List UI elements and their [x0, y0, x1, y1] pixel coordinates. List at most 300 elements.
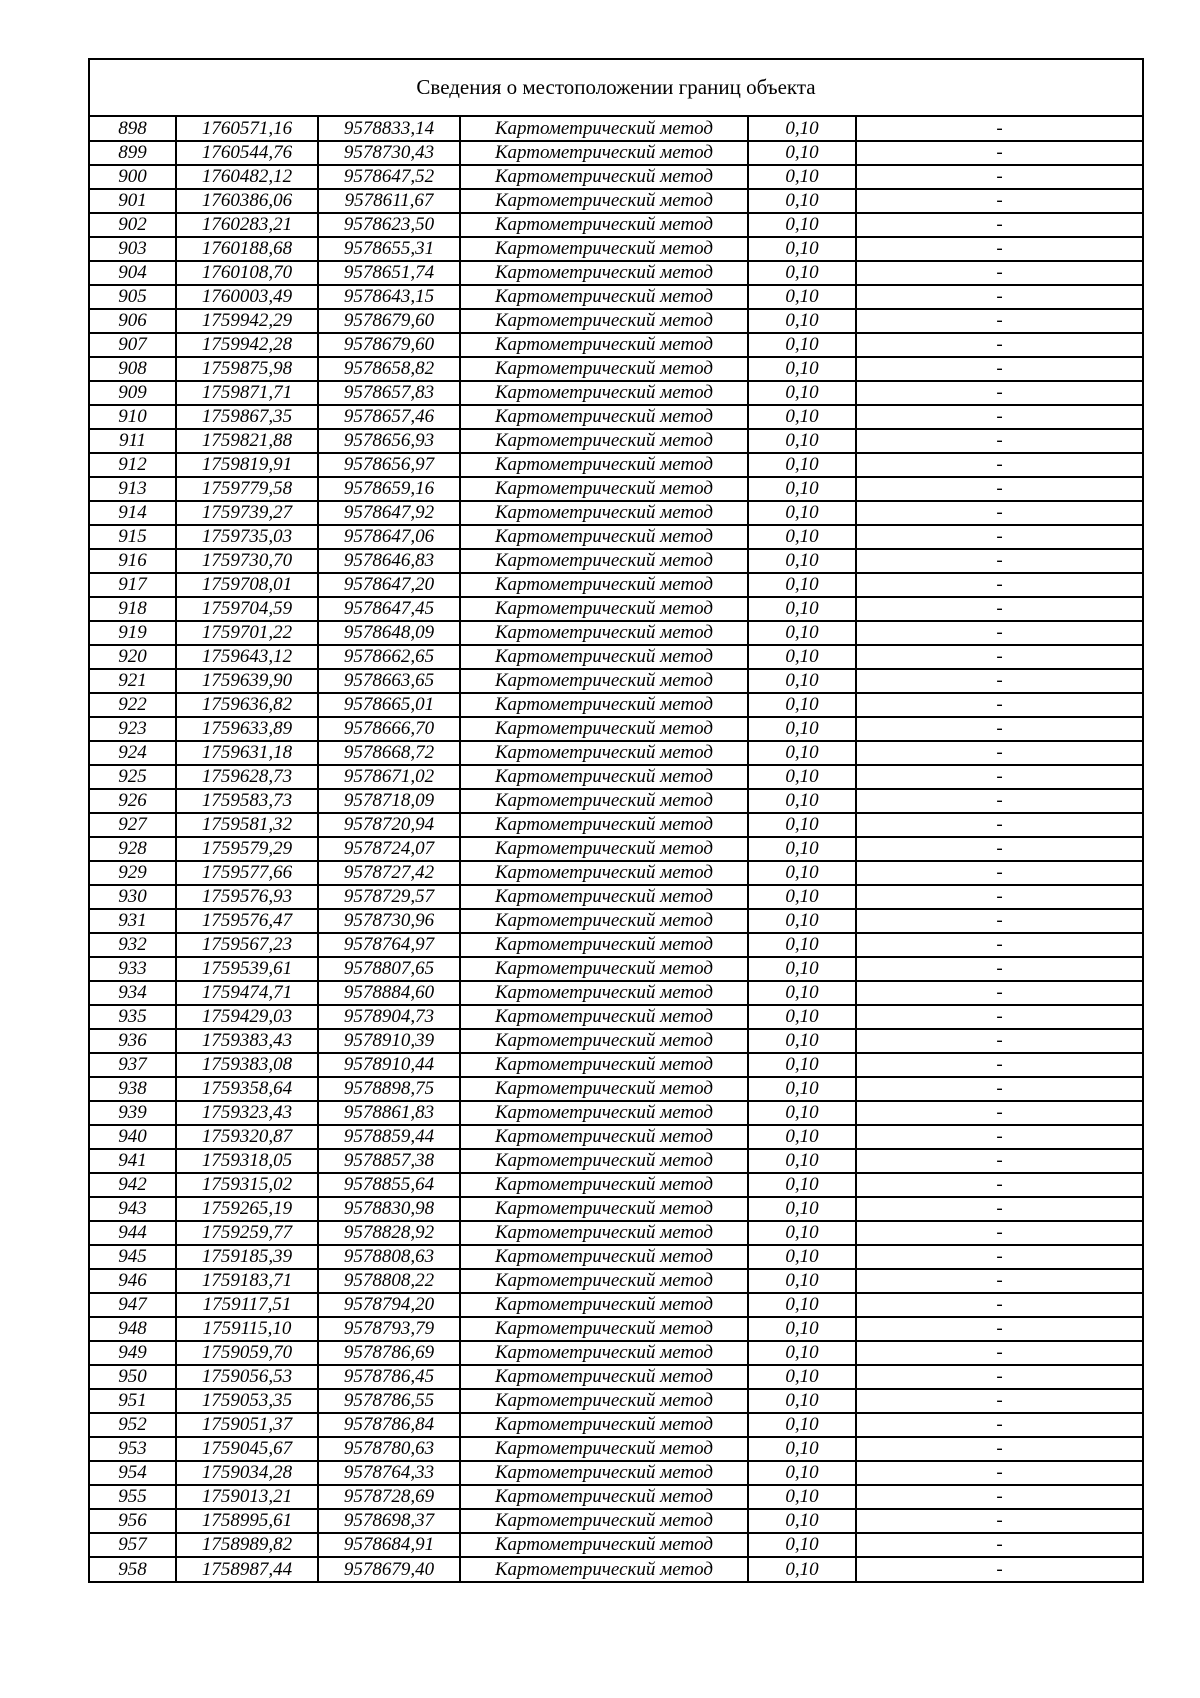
description-cell: - — [856, 669, 1142, 693]
point-number-cell: 943 — [90, 1197, 176, 1221]
accuracy-cell: 0,10 — [748, 981, 856, 1005]
x-coordinate-cell: 1759576,47 — [176, 909, 318, 933]
point-number-cell: 935 — [90, 1005, 176, 1029]
y-coordinate-cell: 9578730,43 — [318, 141, 460, 165]
accuracy-cell: 0,10 — [748, 1389, 856, 1413]
table-row — [90, 741, 1142, 765]
point-number-cell: 926 — [90, 789, 176, 813]
x-coordinate-cell: 1759875,98 — [176, 357, 318, 381]
point-number-cell: 939 — [90, 1101, 176, 1125]
table-row — [90, 1389, 1142, 1413]
y-coordinate-cell: 9578730,96 — [318, 909, 460, 933]
method-cell: Картометрический метод — [460, 1149, 748, 1173]
method-cell: Картометрический метод — [460, 861, 748, 885]
point-number-cell: 905 — [90, 285, 176, 309]
x-coordinate-cell: 1759474,71 — [176, 981, 318, 1005]
method-cell: Картометрический метод — [460, 1077, 748, 1101]
x-coordinate-cell: 1759056,53 — [176, 1365, 318, 1389]
y-coordinate-cell: 9578651,74 — [318, 261, 460, 285]
table-row — [90, 453, 1142, 477]
point-number-cell: 912 — [90, 453, 176, 477]
method-cell: Картометрический метод — [460, 789, 748, 813]
accuracy-cell: 0,10 — [748, 309, 856, 333]
x-coordinate-cell: 1760188,68 — [176, 237, 318, 261]
description-cell: - — [856, 1125, 1142, 1149]
table-body — [90, 117, 1142, 1581]
x-coordinate-cell: 1759265,19 — [176, 1197, 318, 1221]
description-cell: - — [856, 861, 1142, 885]
point-number-cell: 950 — [90, 1365, 176, 1389]
y-coordinate-cell: 9578647,45 — [318, 597, 460, 621]
description-cell: - — [856, 237, 1142, 261]
description-cell: - — [856, 933, 1142, 957]
table-row — [90, 261, 1142, 285]
description-cell: - — [856, 1053, 1142, 1077]
table-row — [90, 237, 1142, 261]
accuracy-cell: 0,10 — [748, 189, 856, 213]
description-cell: - — [856, 501, 1142, 525]
x-coordinate-cell: 1759320,87 — [176, 1125, 318, 1149]
y-coordinate-cell: 9578833,14 — [318, 117, 460, 141]
method-cell: Картометрический метод — [460, 909, 748, 933]
method-cell: Картометрический метод — [460, 333, 748, 357]
point-number-cell: 956 — [90, 1509, 176, 1533]
y-coordinate-cell: 9578780,63 — [318, 1437, 460, 1461]
y-coordinate-cell: 9578910,39 — [318, 1029, 460, 1053]
accuracy-cell: 0,10 — [748, 1485, 856, 1509]
description-cell: - — [856, 477, 1142, 501]
table-row — [90, 885, 1142, 909]
accuracy-cell: 0,10 — [748, 645, 856, 669]
point-number-cell: 907 — [90, 333, 176, 357]
description-cell: - — [856, 765, 1142, 789]
y-coordinate-cell: 9578668,72 — [318, 741, 460, 765]
description-cell: - — [856, 1389, 1142, 1413]
accuracy-cell: 0,10 — [748, 1005, 856, 1029]
x-coordinate-cell: 1758995,61 — [176, 1509, 318, 1533]
table-row — [90, 429, 1142, 453]
description-cell: - — [856, 1245, 1142, 1269]
description-cell: - — [856, 381, 1142, 405]
description-cell: - — [856, 1197, 1142, 1221]
table-row — [90, 405, 1142, 429]
x-coordinate-cell: 1759013,21 — [176, 1485, 318, 1509]
method-cell: Картометрический метод — [460, 1197, 748, 1221]
description-cell: - — [856, 885, 1142, 909]
point-number-cell: 945 — [90, 1245, 176, 1269]
method-cell: Картометрический метод — [460, 1269, 748, 1293]
accuracy-cell: 0,10 — [748, 165, 856, 189]
method-cell: Картометрический метод — [460, 741, 748, 765]
y-coordinate-cell: 9578720,94 — [318, 813, 460, 837]
table-row — [90, 813, 1142, 837]
table-row — [90, 1125, 1142, 1149]
x-coordinate-cell: 1759735,03 — [176, 525, 318, 549]
table-row — [90, 1197, 1142, 1221]
point-number-cell: 951 — [90, 1389, 176, 1413]
y-coordinate-cell: 9578647,06 — [318, 525, 460, 549]
description-cell: - — [856, 141, 1142, 165]
y-coordinate-cell: 9578718,09 — [318, 789, 460, 813]
x-coordinate-cell: 1759821,88 — [176, 429, 318, 453]
description-cell: - — [856, 1341, 1142, 1365]
accuracy-cell: 0,10 — [748, 669, 856, 693]
x-coordinate-cell: 1759708,01 — [176, 573, 318, 597]
description-cell: - — [856, 693, 1142, 717]
method-cell: Картометрический метод — [460, 117, 748, 141]
x-coordinate-cell: 1759567,23 — [176, 933, 318, 957]
description-cell: - — [856, 789, 1142, 813]
point-number-cell: 949 — [90, 1341, 176, 1365]
point-number-cell: 915 — [90, 525, 176, 549]
method-cell: Картометрический метод — [460, 621, 748, 645]
method-cell: Картометрический метод — [460, 1101, 748, 1125]
table-row — [90, 117, 1142, 141]
point-number-cell: 900 — [90, 165, 176, 189]
description-cell: - — [856, 1221, 1142, 1245]
accuracy-cell: 0,10 — [748, 237, 856, 261]
accuracy-cell: 0,10 — [748, 141, 856, 165]
description-cell: - — [856, 1005, 1142, 1029]
point-number-cell: 918 — [90, 597, 176, 621]
table-row — [90, 213, 1142, 237]
table-row — [90, 141, 1142, 165]
table-row — [90, 1269, 1142, 1293]
accuracy-cell: 0,10 — [748, 477, 856, 501]
method-cell: Картометрический метод — [460, 309, 748, 333]
table-row — [90, 645, 1142, 669]
description-cell: - — [856, 525, 1142, 549]
x-coordinate-cell: 1760283,21 — [176, 213, 318, 237]
method-cell: Картометрический метод — [460, 429, 748, 453]
y-coordinate-cell: 9578728,69 — [318, 1485, 460, 1509]
description-cell: - — [856, 549, 1142, 573]
method-cell: Картометрический метод — [460, 1053, 748, 1077]
boundary-points-table — [90, 117, 1142, 1581]
method-cell: Картометрический метод — [460, 1485, 748, 1509]
point-number-cell: 936 — [90, 1029, 176, 1053]
y-coordinate-cell: 9578910,44 — [318, 1053, 460, 1077]
y-coordinate-cell: 9578684,91 — [318, 1533, 460, 1557]
method-cell: Картометрический метод — [460, 213, 748, 237]
description-cell: - — [856, 957, 1142, 981]
table-row — [90, 549, 1142, 573]
method-cell: Картометрический метод — [460, 261, 748, 285]
accuracy-cell: 0,10 — [748, 1293, 856, 1317]
y-coordinate-cell: 9578662,65 — [318, 645, 460, 669]
y-coordinate-cell: 9578898,75 — [318, 1077, 460, 1101]
description-cell: - — [856, 309, 1142, 333]
table-row — [90, 333, 1142, 357]
accuracy-cell: 0,10 — [748, 1413, 856, 1437]
description-cell: - — [856, 1461, 1142, 1485]
x-coordinate-cell: 1760544,76 — [176, 141, 318, 165]
point-number-cell: 930 — [90, 885, 176, 909]
table-row — [90, 789, 1142, 813]
y-coordinate-cell: 9578807,65 — [318, 957, 460, 981]
description-cell: - — [856, 981, 1142, 1005]
x-coordinate-cell: 1759358,64 — [176, 1077, 318, 1101]
y-coordinate-cell: 9578857,38 — [318, 1149, 460, 1173]
method-cell: Картометрический метод — [460, 1389, 748, 1413]
accuracy-cell: 0,10 — [748, 525, 856, 549]
method-cell: Картометрический метод — [460, 765, 748, 789]
point-number-cell: 925 — [90, 765, 176, 789]
description-cell: - — [856, 573, 1142, 597]
x-coordinate-cell: 1759739,27 — [176, 501, 318, 525]
table-row — [90, 1317, 1142, 1341]
point-number-cell: 917 — [90, 573, 176, 597]
y-coordinate-cell: 9578764,97 — [318, 933, 460, 957]
table-row — [90, 357, 1142, 381]
y-coordinate-cell: 9578859,44 — [318, 1125, 460, 1149]
accuracy-cell: 0,10 — [748, 933, 856, 957]
accuracy-cell: 0,10 — [748, 1053, 856, 1077]
method-cell: Картометрический метод — [460, 1005, 748, 1029]
description-cell: - — [856, 1509, 1142, 1533]
accuracy-cell: 0,10 — [748, 957, 856, 981]
y-coordinate-cell: 9578648,09 — [318, 621, 460, 645]
point-number-cell: 928 — [90, 837, 176, 861]
description-cell: - — [856, 1413, 1142, 1437]
description-cell: - — [856, 837, 1142, 861]
table-row — [90, 1341, 1142, 1365]
accuracy-cell: 0,10 — [748, 1437, 856, 1461]
method-cell: Картометрический метод — [460, 453, 748, 477]
accuracy-cell: 0,10 — [748, 1125, 856, 1149]
description-cell: - — [856, 717, 1142, 741]
point-number-cell: 946 — [90, 1269, 176, 1293]
y-coordinate-cell: 9578647,92 — [318, 501, 460, 525]
x-coordinate-cell: 1759576,93 — [176, 885, 318, 909]
point-number-cell: 924 — [90, 741, 176, 765]
point-number-cell: 904 — [90, 261, 176, 285]
table-row — [90, 1485, 1142, 1509]
accuracy-cell: 0,10 — [748, 1341, 856, 1365]
table-row — [90, 765, 1142, 789]
description-cell: - — [856, 1557, 1142, 1581]
y-coordinate-cell: 9578786,69 — [318, 1341, 460, 1365]
method-cell: Картометрический метод — [460, 1029, 748, 1053]
accuracy-cell: 0,10 — [748, 1317, 856, 1341]
description-cell: - — [856, 405, 1142, 429]
description-cell: - — [856, 213, 1142, 237]
description-cell: - — [856, 645, 1142, 669]
accuracy-cell: 0,10 — [748, 1509, 856, 1533]
method-cell: Картометрический метод — [460, 1293, 748, 1317]
method-cell: Картометрический метод — [460, 285, 748, 309]
table-row — [90, 1557, 1142, 1581]
accuracy-cell: 0,10 — [748, 741, 856, 765]
x-coordinate-cell: 1759383,08 — [176, 1053, 318, 1077]
y-coordinate-cell: 9578656,93 — [318, 429, 460, 453]
y-coordinate-cell: 9578764,33 — [318, 1461, 460, 1485]
point-number-cell: 957 — [90, 1533, 176, 1557]
y-coordinate-cell: 9578729,57 — [318, 885, 460, 909]
accuracy-cell: 0,10 — [748, 381, 856, 405]
method-cell: Картометрический метод — [460, 477, 748, 501]
accuracy-cell: 0,10 — [748, 1557, 856, 1581]
accuracy-cell: 0,10 — [748, 717, 856, 741]
x-coordinate-cell: 1758987,44 — [176, 1557, 318, 1581]
point-number-cell: 952 — [90, 1413, 176, 1437]
point-number-cell: 942 — [90, 1173, 176, 1197]
y-coordinate-cell: 9578727,42 — [318, 861, 460, 885]
table-row — [90, 525, 1142, 549]
table-row — [90, 1533, 1142, 1557]
method-cell: Картометрический метод — [460, 669, 748, 693]
x-coordinate-cell: 1759581,32 — [176, 813, 318, 837]
table-row — [90, 1221, 1142, 1245]
method-cell: Картометрический метод — [460, 1365, 748, 1389]
accuracy-cell: 0,10 — [748, 261, 856, 285]
x-coordinate-cell: 1759323,43 — [176, 1101, 318, 1125]
accuracy-cell: 0,10 — [748, 789, 856, 813]
method-cell: Картометрический метод — [460, 165, 748, 189]
table-row — [90, 501, 1142, 525]
method-cell: Картометрический метод — [460, 645, 748, 669]
method-cell: Картометрический метод — [460, 933, 748, 957]
accuracy-cell: 0,10 — [748, 429, 856, 453]
accuracy-cell: 0,10 — [748, 1365, 856, 1389]
point-number-cell: 908 — [90, 357, 176, 381]
method-cell: Картометрический метод — [460, 1509, 748, 1533]
point-number-cell: 903 — [90, 237, 176, 261]
method-cell: Картометрический метод — [460, 1557, 748, 1581]
x-coordinate-cell: 1758989,82 — [176, 1533, 318, 1557]
x-coordinate-cell: 1759053,35 — [176, 1389, 318, 1413]
y-coordinate-cell: 9578808,22 — [318, 1269, 460, 1293]
method-cell: Картометрический метод — [460, 597, 748, 621]
x-coordinate-cell: 1759034,28 — [176, 1461, 318, 1485]
accuracy-cell: 0,10 — [748, 333, 856, 357]
accuracy-cell: 0,10 — [748, 765, 856, 789]
table-row — [90, 1437, 1142, 1461]
method-cell: Картометрический метод — [460, 381, 748, 405]
method-cell: Картометрический метод — [460, 237, 748, 261]
x-coordinate-cell: 1759631,18 — [176, 741, 318, 765]
table-row — [90, 693, 1142, 717]
table-row — [90, 477, 1142, 501]
x-coordinate-cell: 1760571,16 — [176, 117, 318, 141]
accuracy-cell: 0,10 — [748, 573, 856, 597]
method-cell: Картометрический метод — [460, 957, 748, 981]
accuracy-cell: 0,10 — [748, 909, 856, 933]
accuracy-cell: 0,10 — [748, 837, 856, 861]
x-coordinate-cell: 1759183,71 — [176, 1269, 318, 1293]
y-coordinate-cell: 9578665,01 — [318, 693, 460, 717]
method-cell: Картометрический метод — [460, 357, 748, 381]
x-coordinate-cell: 1759636,82 — [176, 693, 318, 717]
y-coordinate-cell: 9578828,92 — [318, 1221, 460, 1245]
table-row — [90, 1293, 1142, 1317]
y-coordinate-cell: 9578656,97 — [318, 453, 460, 477]
point-number-cell: 929 — [90, 861, 176, 885]
y-coordinate-cell: 9578647,20 — [318, 573, 460, 597]
description-cell: - — [856, 1077, 1142, 1101]
boundary-table-sheet — [88, 58, 1144, 1583]
y-coordinate-cell: 9578679,60 — [318, 309, 460, 333]
table-row — [90, 597, 1142, 621]
point-number-cell: 922 — [90, 693, 176, 717]
accuracy-cell: 0,10 — [748, 1149, 856, 1173]
table-row — [90, 621, 1142, 645]
accuracy-cell: 0,10 — [748, 1101, 856, 1125]
y-coordinate-cell: 9578643,15 — [318, 285, 460, 309]
point-number-cell: 916 — [90, 549, 176, 573]
description-cell: - — [856, 1269, 1142, 1293]
method-cell: Картометрический метод — [460, 885, 748, 909]
y-coordinate-cell: 9578646,83 — [318, 549, 460, 573]
method-cell: Картометрический метод — [460, 981, 748, 1005]
x-coordinate-cell: 1760003,49 — [176, 285, 318, 309]
point-number-cell: 899 — [90, 141, 176, 165]
table-row — [90, 717, 1142, 741]
y-coordinate-cell: 9578671,02 — [318, 765, 460, 789]
point-number-cell: 947 — [90, 1293, 176, 1317]
x-coordinate-cell: 1759117,51 — [176, 1293, 318, 1317]
table-row — [90, 837, 1142, 861]
table-row — [90, 1509, 1142, 1533]
method-cell: Картометрический метод — [460, 837, 748, 861]
method-cell: Картометрический метод — [460, 1461, 748, 1485]
table-row — [90, 1149, 1142, 1173]
table-row — [90, 1365, 1142, 1389]
table-row — [90, 285, 1142, 309]
point-number-cell: 921 — [90, 669, 176, 693]
description-cell: - — [856, 165, 1142, 189]
description-cell: - — [856, 1317, 1142, 1341]
y-coordinate-cell: 9578884,60 — [318, 981, 460, 1005]
x-coordinate-cell: 1759315,02 — [176, 1173, 318, 1197]
accuracy-cell: 0,10 — [748, 1197, 856, 1221]
table-row — [90, 1077, 1142, 1101]
method-cell: Картометрический метод — [460, 405, 748, 429]
table-row — [90, 189, 1142, 213]
point-number-cell: 932 — [90, 933, 176, 957]
x-coordinate-cell: 1759633,89 — [176, 717, 318, 741]
accuracy-cell: 0,10 — [748, 501, 856, 525]
accuracy-cell: 0,10 — [748, 1029, 856, 1053]
accuracy-cell: 0,10 — [748, 285, 856, 309]
point-number-cell: 913 — [90, 477, 176, 501]
x-coordinate-cell: 1759701,22 — [176, 621, 318, 645]
y-coordinate-cell: 9578698,37 — [318, 1509, 460, 1533]
point-number-cell: 909 — [90, 381, 176, 405]
accuracy-cell: 0,10 — [748, 693, 856, 717]
x-coordinate-cell: 1760386,06 — [176, 189, 318, 213]
point-number-cell: 934 — [90, 981, 176, 1005]
y-coordinate-cell: 9578794,20 — [318, 1293, 460, 1317]
description-cell: - — [856, 1293, 1142, 1317]
description-cell: - — [856, 813, 1142, 837]
table-row — [90, 1053, 1142, 1077]
description-cell: - — [856, 357, 1142, 381]
description-cell: - — [856, 909, 1142, 933]
description-cell: - — [856, 1437, 1142, 1461]
table-row — [90, 1245, 1142, 1269]
method-cell: Картометрический метод — [460, 549, 748, 573]
point-number-cell: 944 — [90, 1221, 176, 1245]
y-coordinate-cell: 9578830,98 — [318, 1197, 460, 1221]
accuracy-cell: 0,10 — [748, 1269, 856, 1293]
description-cell: - — [856, 1149, 1142, 1173]
method-cell: Картометрический метод — [460, 1413, 748, 1437]
point-number-cell: 906 — [90, 309, 176, 333]
x-coordinate-cell: 1759059,70 — [176, 1341, 318, 1365]
description-cell: - — [856, 1533, 1142, 1557]
y-coordinate-cell: 9578657,83 — [318, 381, 460, 405]
